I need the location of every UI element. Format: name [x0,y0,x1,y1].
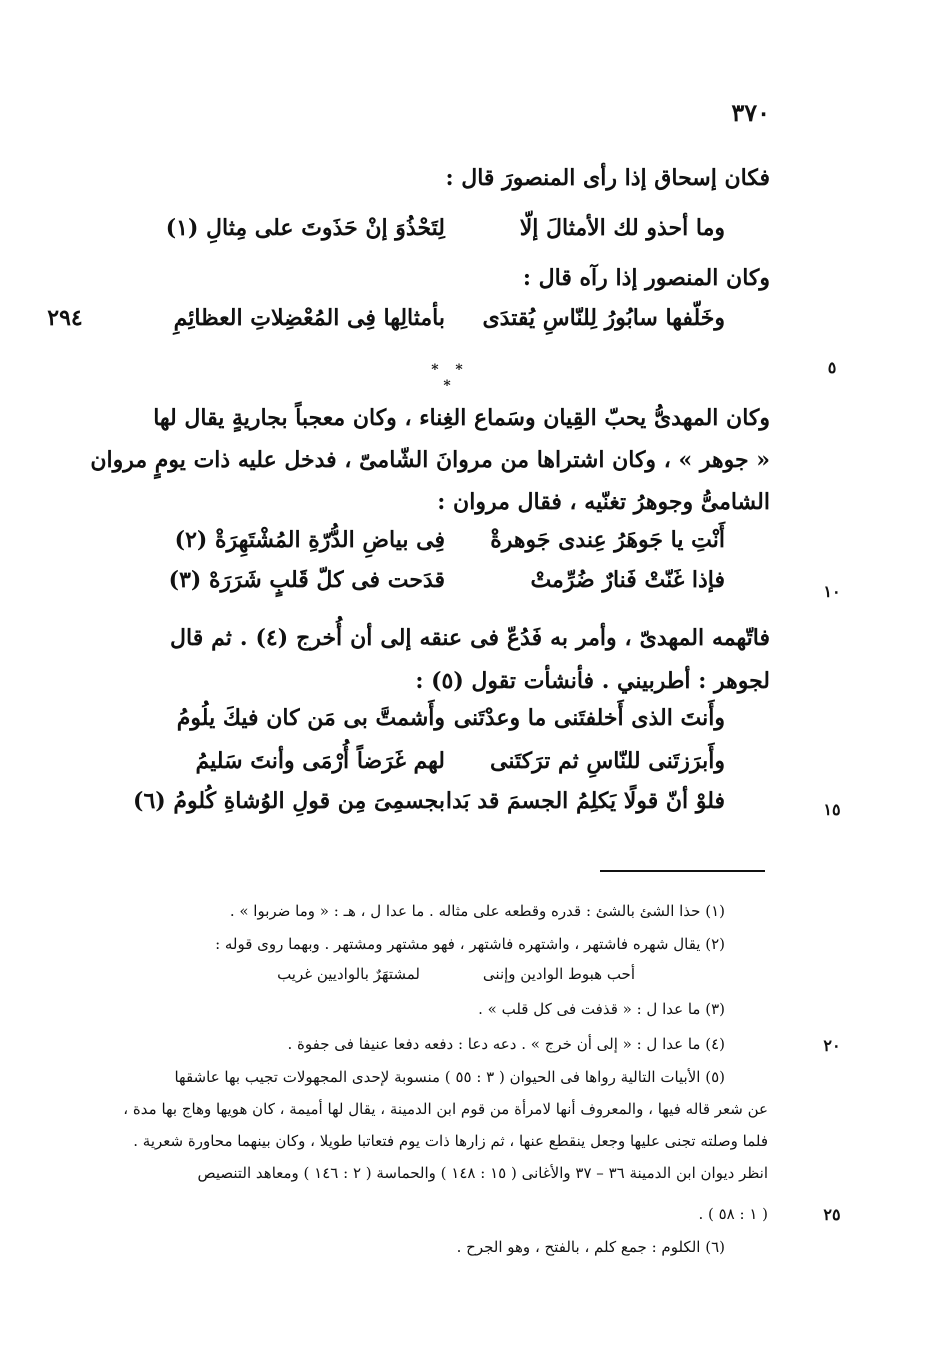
footnote-3: (٣) ما عدا ل : « قذفت فى كل قلب » . [478,1000,725,1018]
page-number: ٣٧٠ [731,98,770,127]
cross-reference-page: ٢٩٤ [47,305,83,331]
margin-line-number-10: ١٠ [823,582,841,601]
verse-6-first-hemistich: وأَبرَزتَنى للنّاسِ ثم ترَكتَنى [490,748,725,774]
verse-5-first-hemistich: وأَنتَ الذى أَخلفتَنى ما وعدْتَنى [453,705,725,731]
footnote-5-line-3: فلما وصلته تجنى عليها وجعل ينقطع عنها ، ثم زارها ذات يوم فتعاتبا طويلا ، وكان بينهما محاورة شعرية . [133,1132,768,1150]
footnote-2-verse-first: أحب هبوط الوادين وإننى [482,965,635,983]
intro-line-2: وكان المنصور إذا رآه قال : [522,265,770,291]
verse-5-second-hemistich: وأَشمتَّ بى مَن كان فيكَ يلُومُ [176,705,445,731]
paragraph-2-line-1: فاتّهمه المهدىّ ، وأمر به فَدُعّ فى عنقه إلى أن أُخرج (٤) . ثم قال [170,625,771,651]
footnote-2: (٢) يقال شهره فاشتهر ، واشتهره فاشتهر ، فهو مشتهر ومشتهر . وبهما روى قوله : [215,935,725,953]
intro-line-1: فكان إسحاق إذا رأى المنصورَ قال : [445,165,770,191]
paragraph-1-line-1: وكان المهدىُّ يحبّ القِيان وسَماع الغِناء ، وكان معجباً بجاريةٍ يقال لها [153,405,770,431]
margin-line-number-25: ٢٥ [823,1205,841,1224]
paragraph-1-line-2: « جوهر » ، وكان اشتراها من مروانَ الشّامىّ ، فدخل عليه ذات يومٍ مروان [90,447,770,473]
footnote-5-line-4: انظر ديوان ابن الدمينة ٣٦ – ٣٧ والأغانى ( ١٥ : ١٤٨ ) والحماسة ( ٢ : ١٤٦ ) ومعاهد التنصيص [197,1164,768,1182]
footnote-2-verse-second: لمشتهَرٌ بالواديين غريب [277,965,420,983]
verse-4-first-hemistich: فإذا غَنّتْ فَنارٌ ضُرِّمتْ [530,567,725,593]
verse-1-first-hemistich: وما أحذو لك الأمثالَ إلّا [519,215,725,241]
verse-2-first-hemistich: وخَلّفها سابُورُ لِلنّاسِ يُقتدَى [482,305,725,331]
footnote-rule [600,870,765,872]
verse-4-second-hemistich: قدَحت فى كلّ قَلبٍ شَرَرَهْ (٣) [168,567,445,593]
paragraph-1-line-3: الشامىُّ وجوهرُ تغنّيه ، فقال مروان : [437,489,770,515]
verse-3-first-hemistich: أَنْتِ يا جَوهَرُ عِندى جَوهرةْ [490,527,725,553]
paragraph-2-line-2: لجوهر : أطربيني . فأنشأت تقول (٥) : [415,668,770,694]
verse-6-second-hemistich: لهم غَرَضاً أُرْمَى وأنتَ سَليمُ [195,748,445,774]
verse-2-second-hemistich: بأمثالِها فِى المُعْضِلاتِ العظائِمِ [173,305,445,331]
verse-7-first-hemistich: فلوْ أنّ قولًا يَكلِمُ الجسمَ قد بَدا [445,788,725,814]
footnote-1: (١) حذا الشئ بالشئ : قدره وقطعه على مثاله . ما عدا ل ، هـ : « وما ضربوا » . [229,902,725,920]
section-separator: * * * [431,362,469,394]
verse-1-second-hemistich: لِتَحْذُوَ إنْ حَذَوتَ على مِثالِ (١) [165,215,445,241]
verse-7-second-hemistich: بجسمِىَ مِن قولِ الوُشاةِ كُلومُ (٦) [133,788,445,814]
margin-line-number-20: ٢٠ [823,1036,841,1055]
margin-line-number-5: ٥ [827,358,837,377]
footnote-5-line-2: عن شعر قاله فيها ، والمعروف أنها لامرأة من قوم ابن الدمينة ، يقال لها أميمة ، كان هويها وهاج بها مدة ، [123,1100,768,1118]
footnote-5-line-1: (٥) الأبيات التالية رواها فى الحيوان ( ٣ : ٥٥ ) منسوبة لإحدى المجهولات تجيب بها عاشقها [174,1068,725,1086]
footnote-5-line-5: ( ١ : ٥٨ ) . [698,1205,768,1223]
margin-line-number-15: ١٥ [823,800,841,819]
footnote-4: (٤) ما عدا ل : « إلى أن خرج » . دعه دعا : دفعه دفعا عنيفا فى جفوة . [287,1035,725,1053]
footnote-6: (٦) الكلوم : جمع كلم ، بالفتح ، وهو الجرح . [456,1238,725,1256]
verse-3-second-hemistich: فِى بياضِ الدُّرّةِ المُشْتَهِرَةْ (٢) [174,527,445,553]
